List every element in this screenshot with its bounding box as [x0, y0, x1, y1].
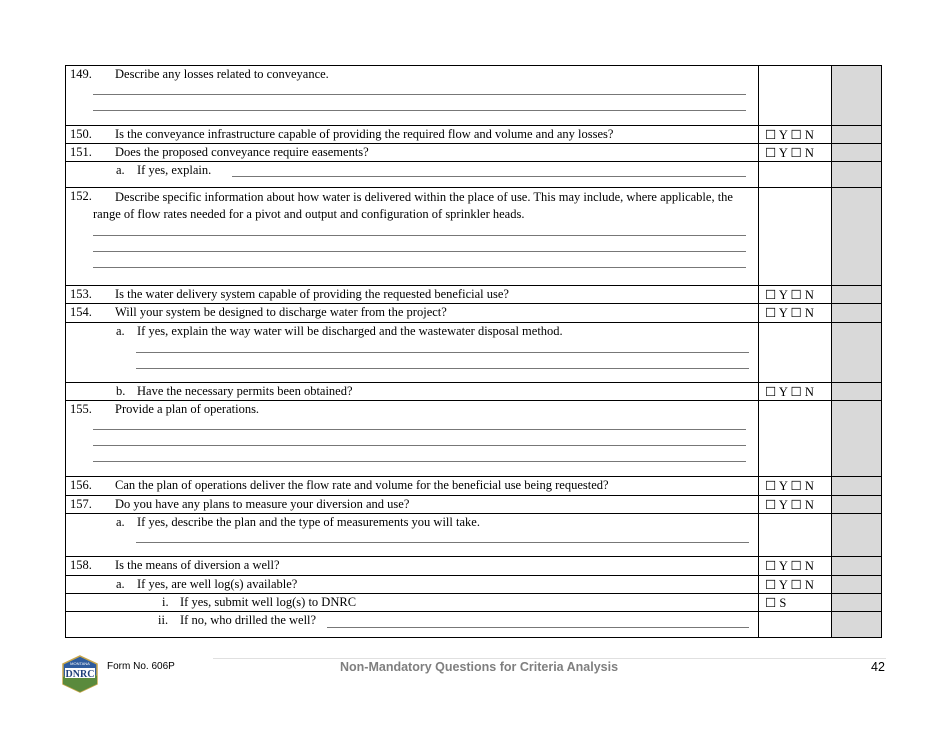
table-row: [66, 612, 881, 637]
logo-text: DNRC: [65, 669, 95, 680]
grey-cell: [831, 514, 881, 556]
grey-cell: [831, 126, 881, 143]
sub-question-letter: a.: [116, 324, 125, 338]
answer-cell: [758, 401, 831, 476]
table-row: [66, 126, 881, 144]
sub-question-numeral: ii.: [158, 613, 169, 627]
answer-line[interactable]: [93, 267, 746, 268]
answer-line[interactable]: [93, 110, 746, 111]
answer-line[interactable]: [93, 94, 746, 95]
question-text: Is the means of diversion a well?: [115, 558, 280, 572]
question-text: If yes, describe the plan and the type of measurements you will take.: [137, 515, 480, 529]
page-number: 42: [871, 660, 885, 674]
grey-cell: [831, 612, 881, 637]
table-row: [66, 162, 881, 188]
sub-question-letter: b.: [116, 384, 126, 398]
question-number: 151.: [70, 145, 92, 159]
answer-line[interactable]: [136, 368, 749, 369]
question-text: Is the water delivery system capable of providing the requested beneficial use?: [115, 287, 509, 301]
grey-cell: [831, 188, 881, 285]
answer-line[interactable]: [327, 627, 749, 628]
question-number: 153.: [70, 287, 92, 301]
table-row: [66, 477, 881, 496]
grey-cell: [831, 304, 881, 322]
question-number: 155.: [70, 402, 92, 416]
footer-title: Non-Mandatory Questions for Criteria Analysis: [340, 660, 619, 674]
grey-cell: [831, 383, 881, 400]
table-row: [66, 304, 881, 323]
question-text: If yes, explain the way water will be discharged and the wastewater disposal method.: [137, 324, 563, 338]
table-row: [66, 401, 881, 477]
criteria-table: [65, 65, 882, 638]
sub-question-letter: a.: [116, 577, 125, 591]
answer-cell: [758, 323, 831, 382]
question-text: Describe any losses related to conveyance.: [115, 67, 329, 81]
dnrc-logo: [60, 655, 100, 693]
table-row: [66, 594, 881, 612]
yes-no-checkbox[interactable]: ☐ Y ☐ N: [758, 496, 831, 513]
question-text: Will your system be designed to discharge water from the project?: [115, 305, 447, 319]
answer-cell: [758, 188, 831, 285]
table-row: [66, 576, 881, 594]
table-row: [66, 496, 881, 514]
question-text: If yes, are well log(s) available?: [137, 577, 298, 591]
question-text: Can the plan of operations deliver the flow rate and volume for the beneficial use being requested?: [115, 478, 609, 492]
table-row: [66, 323, 881, 383]
table-row: [66, 66, 881, 126]
question-text: If yes, submit well log(s) to DNRC: [180, 595, 357, 609]
grey-cell: [831, 66, 881, 125]
answer-line[interactable]: [93, 445, 746, 446]
yes-no-checkbox[interactable]: ☐ Y ☐ N: [758, 557, 831, 575]
sub-question-letter: a.: [116, 515, 125, 529]
answer-line[interactable]: [136, 542, 749, 543]
grey-cell: [831, 286, 881, 303]
question-text: Describe specific information about how water is delivered within the place of use. This may include, where applicable, the range of flow rates needed for a pivot and output and configuration of sprinkler heads.: [93, 190, 733, 221]
yes-no-checkbox[interactable]: ☐ Y ☐ N: [758, 126, 831, 143]
sub-question-letter: a.: [116, 163, 125, 177]
question-number: 158.: [70, 558, 92, 572]
answer-line[interactable]: [93, 235, 746, 236]
question-text: Provide a plan of operations.: [115, 402, 260, 416]
sub-question-numeral: i.: [162, 595, 169, 609]
question-number: 150.: [70, 127, 92, 141]
question-number: 152.: [70, 189, 92, 203]
form-number: Form No. 606P: [107, 661, 175, 672]
answer-cell: [758, 66, 831, 125]
question-text: Is the conveyance infrastructure capable of providing the required flow and volume and any losses?: [115, 127, 614, 141]
submit-checkbox[interactable]: ☐ S: [758, 594, 831, 611]
grey-cell: [831, 401, 881, 476]
answer-line[interactable]: [232, 176, 746, 177]
question-number: 157.: [70, 497, 92, 511]
table-row: [66, 286, 881, 304]
grey-cell: [831, 594, 881, 611]
grey-cell: [831, 576, 881, 593]
table-row: [66, 144, 881, 162]
logo-top-text: MONTANA: [70, 661, 90, 666]
question-number: 156.: [70, 478, 92, 492]
yes-no-checkbox[interactable]: ☐ Y ☐ N: [758, 304, 831, 322]
question-number: 149.: [70, 67, 92, 81]
table-row: [66, 383, 881, 401]
question-text: If yes, explain.: [137, 163, 212, 177]
yes-no-checkbox[interactable]: ☐ Y ☐ N: [758, 286, 831, 303]
grey-cell: [831, 162, 881, 187]
yes-no-checkbox[interactable]: ☐ Y ☐ N: [758, 144, 831, 161]
question-number: 154.: [70, 305, 92, 319]
answer-line[interactable]: [93, 461, 746, 462]
answer-cell: [758, 162, 831, 187]
question-text: Have the necessary permits been obtained?: [137, 384, 353, 398]
yes-no-checkbox[interactable]: ☐ Y ☐ N: [758, 477, 831, 495]
answer-cell: [758, 514, 831, 556]
table-row: [66, 514, 881, 557]
answer-line[interactable]: [136, 352, 749, 353]
grey-cell: [831, 477, 881, 495]
answer-cell: [758, 612, 831, 637]
grey-cell: [831, 557, 881, 575]
grey-cell: [831, 496, 881, 513]
footer-divider: [213, 658, 886, 659]
yes-no-checkbox[interactable]: ☐ Y ☐ N: [758, 576, 831, 593]
answer-line[interactable]: [93, 251, 746, 252]
yes-no-checkbox[interactable]: ☐ Y ☐ N: [758, 383, 831, 400]
grey-cell: [831, 144, 881, 161]
table-row: [66, 557, 881, 576]
question-text: Does the proposed conveyance require easements?: [115, 145, 369, 159]
question-text: If no, who drilled the well?: [180, 613, 317, 627]
table-row: [66, 188, 881, 286]
grey-cell: [831, 323, 881, 382]
answer-line[interactable]: [93, 429, 746, 430]
question-text: Do you have any plans to measure your diversion and use?: [115, 497, 410, 511]
